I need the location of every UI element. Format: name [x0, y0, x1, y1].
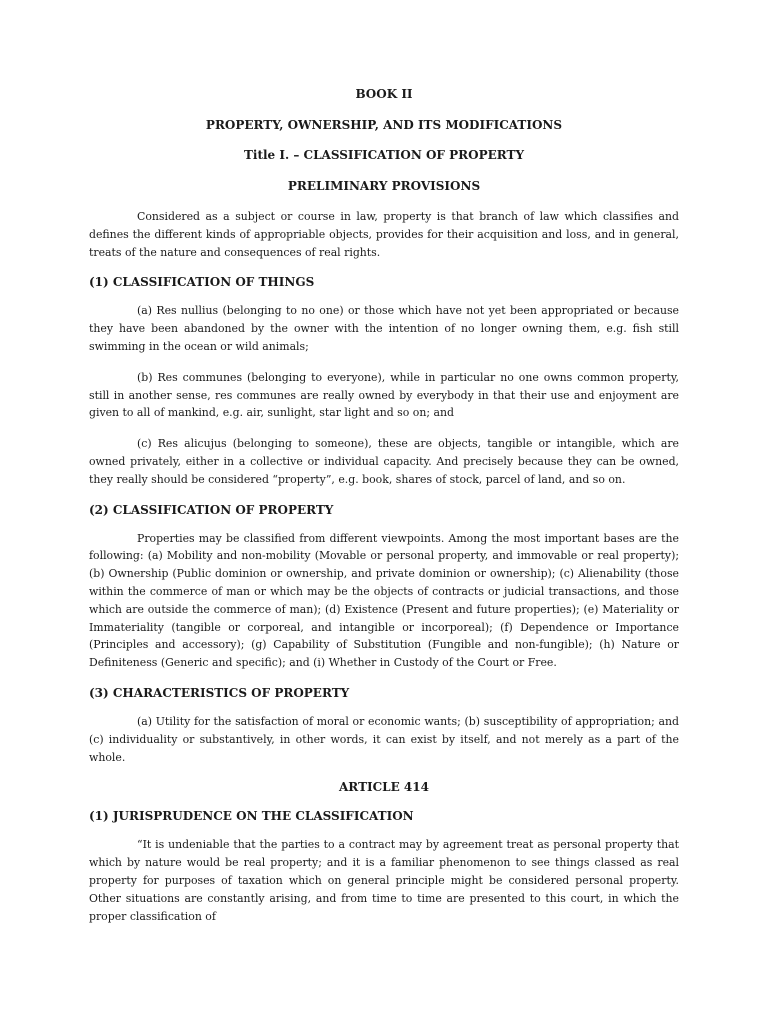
paragraph-classification-bases: Properties may be classified from different viewpoints. Among the most important bases are the following: (a) Mobility and non-mobility (Movable or personal property, and immovable or real property); (b) Ownership (Public dominion or ownership, and private dominion or ownership); (c) Alienability (those within the commerce of man or which may be the objects of contracts or judicial transactions, and those which are outside the commerce of man); (d) Existence (Present and future properties); (e) Materiality or Immateriality (tangible or corporeal, and intangible or incorporeal); (f) Dependence or Importance (Principles and accessory); (g) Capability of Substitution (Fungible and non-fungible); (h) Nature or Definiteness (Generic and specific); and (i) Whether in Custody of the Court or Free. — [89, 531, 679, 670]
paragraph-res-nullius: (a) Res nullius (belonging to no one) or those which have not yet been appropriated or because they have been abandoned by the owner with the intention of no longer owning them, e.g. fish still swimming in the ocean or wild animals; — [89, 304, 679, 353]
section-heading-jurisprudence: (1) JURISPRUDENCE ON THE CLASSIFICATION — [89, 809, 414, 824]
book-title: PROPERTY, OWNERSHIP, AND ITS MODIFICATIONS — [205, 118, 563, 132]
section-heading-classification-of-property: (2) CLASSIFICATION OF PROPERTY — [89, 502, 334, 517]
title-heading: Title I. – CLASSIFICATION OF PROPERTY — [243, 148, 525, 162]
intro-paragraph: Considered as a subject or course in law, property is that branch of law which classifies and defines the different kinds of appropriable objects, provides for their acquisition and loss, and in general, treats of the nature and consequences of real rights. — [89, 210, 679, 259]
paragraph-jurisprudence: “It is undeniable that the parties to a contract may by agreement treat as personal property that which by nature would be real property; and it is a familiar phenomenon to see things classed as real property for purposes of taxation which on general principle might be considered personal property. Other situations are constantly arising, and from time to time are presented to this court, in which the proper classification of — [89, 838, 679, 923]
section-heading-classification-of-things: (1) CLASSIFICATION OF THINGS — [89, 275, 315, 290]
paragraph-characteristics: (a) Utility for the satisfaction of moral or economic wants; (b) susceptibility of appropriation; and (c) individuality or substantively, in other words, it can exist by itself, and not merely as a part of the whole. — [89, 714, 679, 764]
paragraph-res-alicujus: (c) Res alicujus (belonging to someone), these are objects, tangible or intangible, which are owned privately, either in a collective or individual capacity. And precisely because they can be owned, they really should be considered “property”, e.g. book, shares of stock, parcel of land, and so on. — [89, 437, 679, 486]
section-heading-characteristics-of-property: (3) CHARACTERISTICS OF PROPERTY — [89, 685, 350, 700]
document-body — [89, 86, 679, 938]
paragraph-res-communes: (b) Res communes (belonging to everyone), while in particular no one owns common property, still in another sense, res communes are really owned by everybody in that their use and enjoyment are given to all of mankind, e.g. air, sunlight, star light and so on; and — [89, 370, 679, 420]
preliminary-heading: PRELIMINARY PROVISIONS — [287, 179, 481, 193]
book-heading: BOOK II — [355, 87, 413, 101]
article-heading: ARTICLE 414 — [339, 780, 429, 795]
